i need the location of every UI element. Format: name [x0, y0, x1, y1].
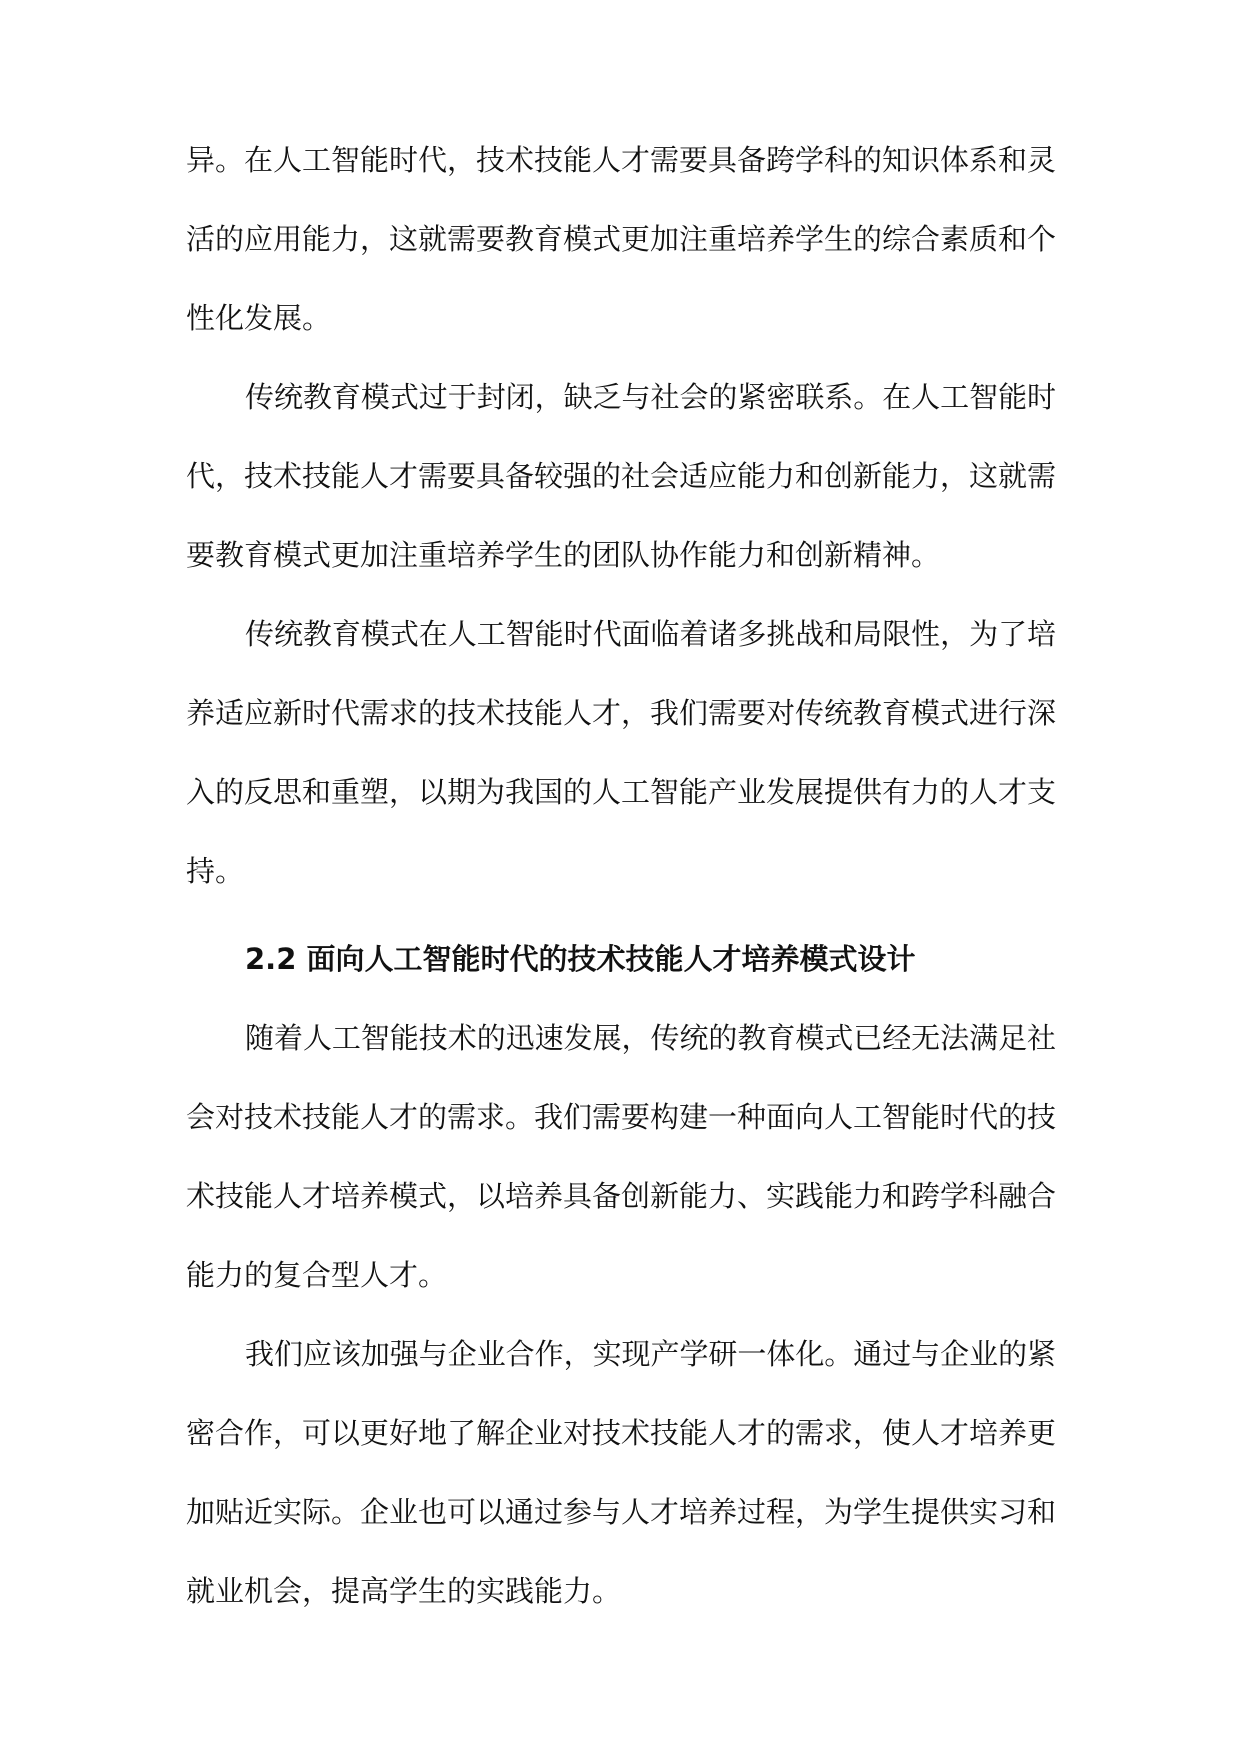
paragraph-3-line-3: 入的反思和重塑，以期为我国的人工智能产业发展提供有力的人才支	[186, 775, 1056, 809]
paragraph-3-line-1: 传统教育模式在人工智能时代面临着诸多挑战和局限性，为了培	[245, 617, 1056, 651]
section-heading: 2.2 面向人工智能时代的技术技能人才培养模式设计	[245, 942, 916, 976]
paragraph-2-line-3: 要教育模式更加注重培养学生的团队协作能力和创新精神。	[186, 538, 941, 572]
paragraph-2-line-2: 代，技术技能人才需要具备较强的社会适应能力和创新能力，这就需	[186, 459, 1056, 493]
paragraph-1-line-3: 性化发展。	[186, 301, 332, 335]
section-paragraph-1-line-2: 会对技术技能人才的需求。我们需要构建一种面向人工智能时代的技	[186, 1100, 1056, 1134]
section-paragraph-2-line-2: 密合作，可以更好地了解企业对技术技能人才的需求，使人才培养更	[186, 1416, 1056, 1450]
paragraph-1-line-1: 异。在人工智能时代，技术技能人才需要具备跨学科的知识体系和灵	[186, 143, 1056, 177]
section-paragraph-2-line-3: 加贴近实际。企业也可以通过参与人才培养过程，为学生提供实习和	[186, 1495, 1056, 1529]
paragraph-2-line-1: 传统教育模式过于封闭，缺乏与社会的紧密联系。在人工智能时	[245, 380, 1056, 414]
section-paragraph-1-line-1: 随着人工智能技术的迅速发展，传统的教育模式已经无法满足社	[245, 1021, 1056, 1055]
paragraph-3-line-4: 持。	[186, 854, 245, 888]
section-paragraph-1-line-4: 能力的复合型人才。	[186, 1258, 448, 1292]
paragraph-3-line-2: 养适应新时代需求的技术技能人才，我们需要对传统教育模式进行深	[186, 696, 1056, 730]
section-paragraph-1-line-3: 术技能人才培养模式，以培养具备创新能力、实践能力和跨学科融合	[186, 1179, 1056, 1213]
paragraph-1-line-2: 活的应用能力，这就需要教育模式更加注重培养学生的综合素质和个	[186, 222, 1056, 256]
section-paragraph-2-line-1: 我们应该加强与企业合作，实现产学研一体化。通过与企业的紧	[245, 1337, 1056, 1371]
section-paragraph-2-line-4: 就业机会，提高学生的实践能力。	[186, 1574, 622, 1608]
